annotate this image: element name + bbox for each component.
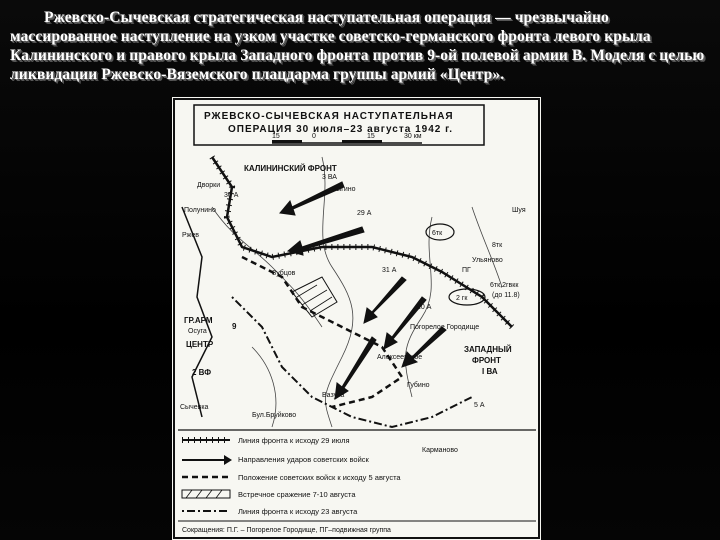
label-place: Полунино — [184, 207, 216, 214]
label-army: ПГ — [462, 267, 471, 274]
label-army-group: ЦЕНТР — [186, 340, 214, 349]
label-western-front: ФРОНТ — [472, 356, 501, 365]
label-army: 31 А — [382, 267, 397, 274]
legend-item: Линия фронта к исходу 23 августа — [238, 507, 358, 516]
label-army: 20 А — [417, 304, 432, 311]
label-place: Зубцов — [272, 270, 296, 277]
scale-label: 15 — [367, 133, 375, 140]
legend-item: Направления ударов советских войск — [238, 455, 369, 464]
scale-label: 30 км — [404, 133, 422, 140]
slide-heading-text: Ржевско-Сычевская стратегическая наступательная операция — чрезвычайно массированное наступление на узком участке советско-германского фронта левого крыла Калининского и правого крыла Западного фронта против 9-ой полевой армии В. Моделя с целью ликвидации Ржевско-Вяземского плацдарма группы армий «Центр». — [10, 9, 705, 83]
label-place: Алексеевское — [377, 354, 423, 361]
label-place: Вазуза — [322, 392, 345, 399]
legend-item: Линия фронта к исходу 29 июля — [238, 436, 350, 445]
label-place: Осуга — [188, 328, 207, 335]
label-place: Ульяново — [472, 257, 503, 264]
label-place: Бул.Бруйково — [252, 412, 297, 419]
map-title-line2: ОПЕРАЦИЯ 30 июля–23 августа 1942 г. — [228, 124, 454, 135]
label-place: Губино — [407, 382, 430, 389]
label-place: Дворки — [197, 182, 221, 189]
label-western-front: I ВА — [482, 367, 498, 376]
label-place: Зыгино — [332, 186, 356, 193]
label-place: Карманово — [422, 447, 458, 454]
scale-label: 0 — [312, 133, 316, 140]
label-place: Сычевка — [180, 404, 209, 411]
label-army: 9 — [232, 322, 237, 331]
label-place: Шуя — [512, 207, 526, 214]
label-place: Погорелое Городище — [410, 324, 480, 331]
legend-item: Встречное сражение 7-10 августа — [238, 490, 356, 499]
label-army-group: ГР.АРМ — [184, 316, 213, 325]
slide-heading — [10, 8, 710, 84]
label-army: 2 гк — [456, 295, 468, 302]
label-army: 2 ВФ — [192, 368, 212, 377]
label-army: 5 А — [474, 402, 485, 409]
operation-map — [172, 97, 541, 540]
label-kalinin-front: КАЛИНИНСКИЙ ФРОНТ — [244, 164, 337, 173]
map-drawing — [172, 97, 541, 540]
legend-abbreviations: Сокращения: П.Г. – Погорелое Городище, ПГ–подвижная группа — [182, 527, 391, 534]
label-army: 8тк — [492, 242, 503, 249]
legend-item: Положение советских войск к исходу 5 августа — [238, 473, 401, 482]
label-army: 29 А — [357, 210, 372, 217]
label-place: Ржев — [182, 232, 199, 239]
label-western-front: ЗАПАДНЫЙ — [464, 345, 512, 354]
map-title-line1: РЖЕВСКО-СЫЧЕВСКАЯ НАСТУПАТЕЛЬНАЯ — [204, 111, 454, 122]
label-army: 6тк — [432, 230, 443, 237]
label-army: 6тк,2гвкк — [490, 282, 519, 289]
label-army: 3 ВА — [322, 174, 337, 181]
label-army: (до 11.8) — [492, 292, 520, 299]
scale-label: 15 — [272, 133, 280, 140]
label-army: 30 А — [224, 192, 239, 199]
